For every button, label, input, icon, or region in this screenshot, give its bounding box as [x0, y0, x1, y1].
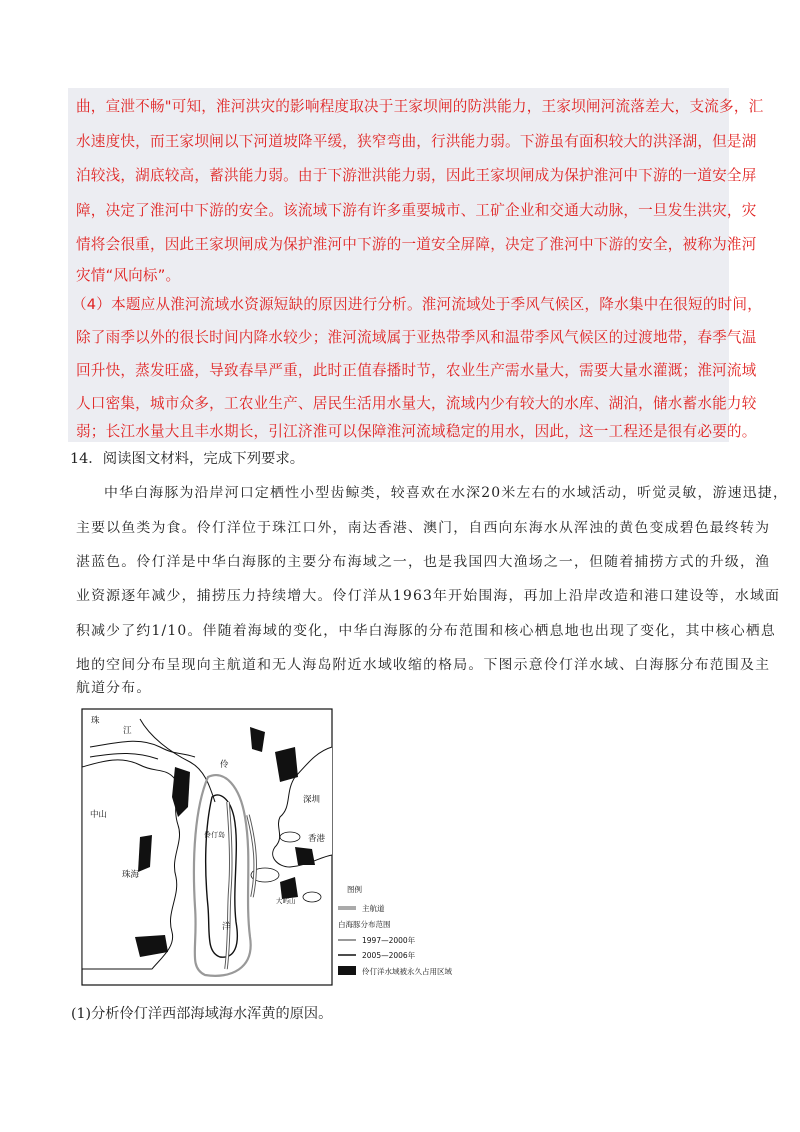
label-xianggang: 香港 [308, 834, 326, 844]
paragraph-line: 积减少了约1/10。伴随着海域的变化，中华白海豚的分布范围和核心栖息地也出现了变化，其中核心栖息 [76, 623, 776, 639]
paragraph-line: 业资源逐年减少，捕捞压力持续增大。伶仃洋从1963年开始围海，再加上沿岸改造和港口建设等，水域面 [76, 588, 781, 604]
island [280, 832, 300, 842]
label-ling: 伶 [220, 760, 229, 770]
label-jiang: 江 [123, 726, 132, 736]
label-dayushan: 大屿山 [276, 897, 296, 905]
question-title: 14．阅读图文材料，完成下列要求。 [70, 451, 305, 467]
answer-line: 除了雨季以外的很长时间内降水较少；淮河流域属于亚热带季风和温带季风气候区的过渡地带，春季气温 [76, 329, 757, 346]
answer-line: 灾情“风向标”。 [76, 267, 181, 284]
answer-line: （4）本题应从淮河流域水资源短缺的原因进行分析。淮河流域处于季风气候区，降水集中在很短的时间， [72, 296, 763, 313]
label-zhongshan: 中山 [90, 810, 108, 820]
answer-line: 人口密集，城市众多，工农业生产、居民生活用水量大，流域内少有较大的水库、湖泊，储水蓄水能力较 [76, 395, 757, 412]
island [303, 892, 321, 902]
legend-channel: 主航道 [362, 904, 385, 913]
reclaimed-area [138, 835, 152, 872]
label-zhuhai: 珠海 [122, 870, 140, 880]
paragraph-line: 中华白海豚为沿岸河口定栖性小型齿鲸类，较喜欢在水深20米左右的水域活动，听觉灵敏，游速迅捷， [104, 485, 789, 501]
answer-line: 情将会很重，因此王家坝闸成为保护淮河中下游的一道安全屏障，决定了淮河中下游的安全，被称为淮河 [76, 236, 757, 253]
legend-title: 图例 [347, 885, 362, 894]
legend-period2: 2005—2006年 [362, 951, 416, 960]
paragraph-line: 湛蓝色。伶仃洋是中华白海豚的主要分布海域之一，也是我国四大渔场之一，但随着捕捞方式的升级，渔 [76, 554, 771, 570]
label-shenzhen: 深圳 [303, 795, 321, 805]
sub-question-1: (1)分析伶仃洋西部海域海水浑黄的原因。 [71, 1006, 333, 1022]
label-zhu: 珠 [91, 716, 100, 726]
legend-period1: 1997—2000年 [362, 936, 416, 945]
answer-line: 泊较浅，湖底较高，蓄洪能力弱。由于下游泄洪能力弱，因此王家坝闸成为保护淮河中下游的一道安全屏 [76, 167, 757, 184]
paragraph-line: 地的空间分布呈现向主航道和无人海岛附近水域收缩的格局。下图示意伶仃洋水域、白海豚分布范围及主 [76, 657, 771, 673]
answer-line: 曲，宣泄不畅"可知，淮河洪灾的影响程度取决于王家坝闸的防洪能力，王家坝闸河流落差大，支流多，汇 [76, 98, 764, 115]
answer-line: 回升快，蒸发旺盛，导致春旱严重，此时正值春播时节，农业生产需水量大，需要大量水灌溉；淮河流域 [76, 362, 757, 379]
paragraph-line: 主要以鱼类为食。伶仃洋位于珠江口外，南达香港、澳门，自西向东海水从浑浊的黄色变成碧色最终转为 [76, 520, 771, 536]
map-legend [338, 884, 452, 976]
answer-line: 弱；长江水量大且丰水期长，引江济淮可以保障淮河流域稳定的用水，因此，这一工程还是很有必要的。 [76, 423, 757, 440]
lingdingyang-map [80, 707, 480, 992]
paragraph-line: 航道分布。 [76, 680, 152, 696]
reclaimed-area [295, 847, 315, 865]
answer-line: 水速度快，而王家坝闸以下河道坡降平缓，狭窄弯曲，行洪能力弱。下游虽有面积较大的洪泽湖，但是湖 [76, 133, 757, 150]
label-lingding-island: 伶仃岛 [204, 831, 225, 839]
legend-reclaimed: 伶仃洋水域被永久占用区域 [362, 967, 452, 976]
label-yang: 洋 [222, 922, 231, 932]
legend-range-title: 白海豚分布范围 [338, 920, 391, 929]
answer-line: 障，决定了淮河中下游的安全。该流域下游有许多重要城市、工矿企业和交通大动脉，一旦发生洪灾，灾 [76, 202, 757, 219]
